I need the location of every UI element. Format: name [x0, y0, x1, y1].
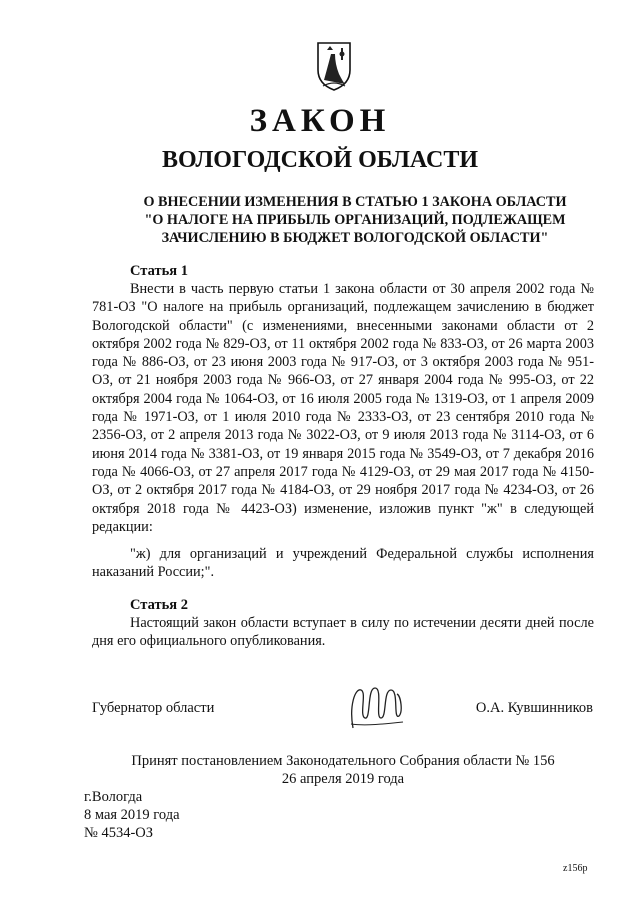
article-1-title: Статья 1 [130, 263, 188, 279]
heading-line: ЗАЧИСЛЕНИЮ В БЮДЖЕТ ВОЛОГОДСКОЙ ОБЛАСТИ" [161, 230, 549, 246]
heading-line: "О НАЛОГЕ НА ПРИБЫЛЬ ОРГАНИЗАЦИЙ, ПОДЛЕЖАЩЕМ [144, 212, 566, 228]
article-1-text: Внести в часть первую статьи 1 закона области от 30 апреля 2002 года № 781-ОЗ "О налоге на прибыль организаций, подлежащем зачислению в бюджет Вологодской области" (с изменениями, внесенными законами области от 2 октября 2002 года № 829-ОЗ, от 11 октября 2002 года № 833-ОЗ, от 26 марта 2003 года № 886-ОЗ, от 23 июня 2003 года № 917-ОЗ, от 3 октября 2003 года № 951-ОЗ, от 21 ноября 2003 года № 966-ОЗ, от 27 января 2004 года № 995-ОЗ, от 22 октября 2004 года № 1064-ОЗ, от 16 июля 2005 года № 1319-ОЗ, от 1 апреля 2009 года № 1971-ОЗ, от 1 июля 2010 года № 2333-ОЗ, от 23 сентября 2010 года № 2356-ОЗ, от 2 апреля 2013 года № 3022-ОЗ, от 9 июля 2013 года № 3114-ОЗ, от 6 июня 2014 года № 3381-ОЗ, от 19 января 2015 года № 3549-ОЗ, от 7 декабря 2016 года № 4066-ОЗ, от 27 апреля 2017 года № 4129-ОЗ, от 29 мая 2017 года № 4150-ОЗ, от 2 октября 2017 года № 4184-ОЗ, от 29 ноября 2017 года № 4234-ОЗ, от 26 октября 2018 года № 4423-ОЗ) изменение, изложив пункт "ж" в следующей редакции: [92, 281, 594, 535]
adoption-date: 26 апреля 2019 года [281, 771, 405, 787]
article-2-text: Настоящий закон области вступает в силу по истечении десяти дней после дня его официального опубликования. [92, 615, 594, 650]
adoption-note [92, 752, 594, 788]
footer-city: г.Вологда [84, 789, 143, 805]
adoption-line: Принят постановлением Законодательного Собрания области № 156 [131, 753, 555, 769]
coat-of-arms-emblem [315, 40, 353, 92]
footer-number: № 4534-ОЗ [84, 825, 154, 841]
article-1-quote: "ж) для организаций и учреждений Федеральной службы исполнения наказаний России;". [92, 546, 594, 581]
signatory-position: Губернатор области [92, 700, 215, 716]
document-subtitle: ВОЛОГОДСКОЙ ОБЛАСТИ [161, 147, 479, 173]
document-title: ЗАКОН [249, 103, 391, 139]
footer-date: 8 мая 2019 года [84, 807, 180, 823]
law-heading [95, 193, 615, 247]
handwritten-signature [345, 676, 407, 738]
article-2-title: Статья 2 [130, 597, 188, 613]
heading-line: О ВНЕСЕНИИ ИЗМЕНЕНИЯ В СТАТЬЮ 1 ЗАКОНА ОБЛАСТИ [143, 194, 567, 210]
document-code: z156р [563, 863, 588, 874]
signatory-name: О.А. Кувшинников [475, 700, 593, 716]
